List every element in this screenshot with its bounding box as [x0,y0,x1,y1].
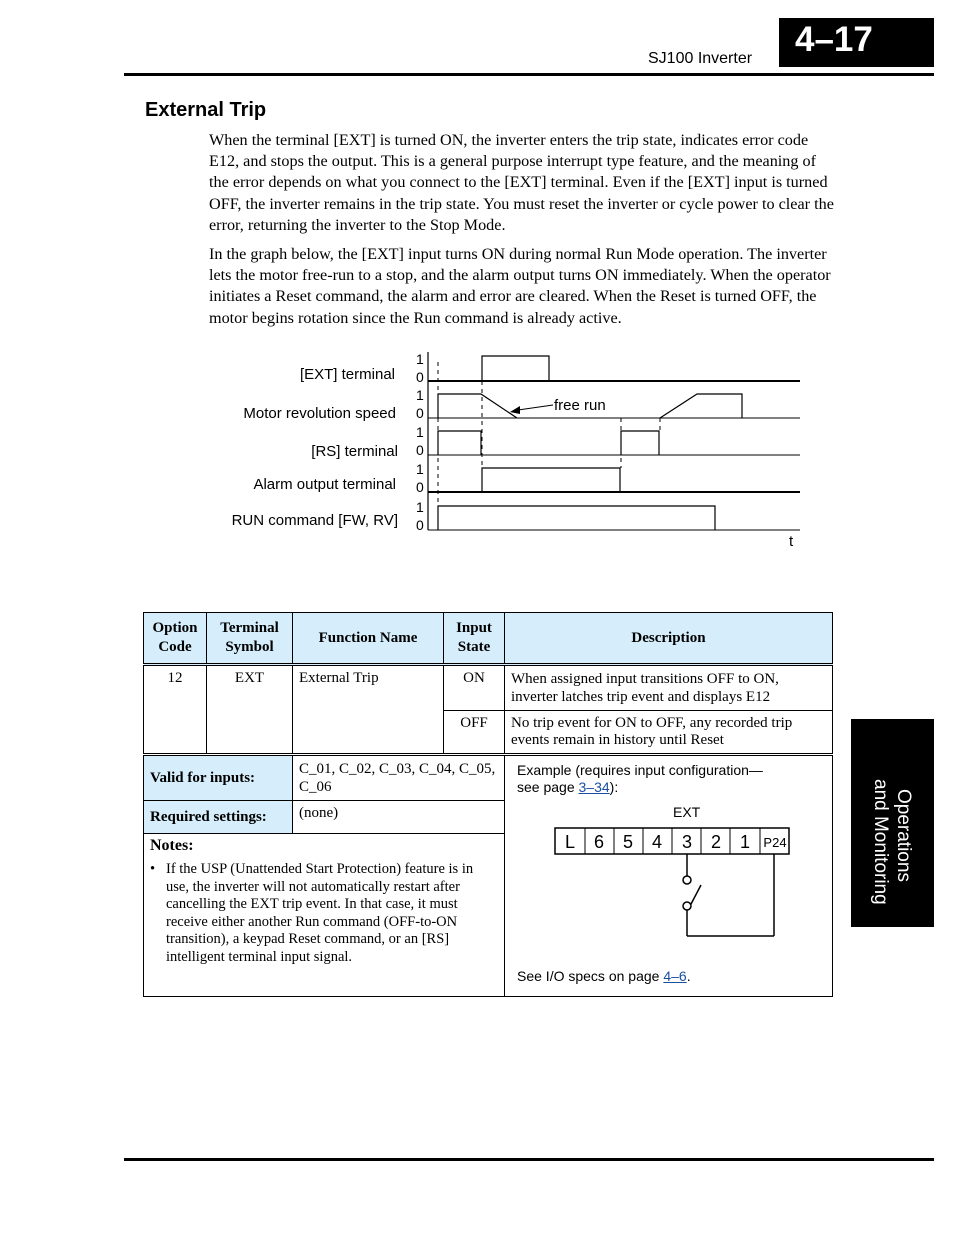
rs-waveform-1 [438,431,481,455]
header-terminal-symbol: Terminal Symbol [207,613,293,665]
terminal-1: 1 [739,832,751,852]
header-title: SJ100 Inverter [648,50,753,67]
example-suffix: ): [609,779,619,795]
paragraph-2: In the graph below, the [EXT] input turns ON during normal Run Mode operation. The inverter lets the motor free-run to a stop, and the alarm output turns ON immediately. When the operator initiates a Reset command, the alarm and error are cleared. When the Reset is turned OFF, the motor begins rotation since the Run command is already active. [209,245,831,327]
required-settings-label: Required settings: [144,801,293,834]
io-specs-line [517,968,691,984]
required-settings-value: (none) [293,801,505,834]
io-text: See I/O specs on page [517,968,664,984]
side-tab-text [851,719,934,927]
terminal-6: 6 [593,832,605,852]
signal-label-alarm: Alarm output terminal [253,476,396,493]
option-table [143,612,833,997]
motor-waveform-1 [438,394,517,418]
alarm-waveform [482,468,620,492]
page-number: 4–17 [795,20,873,59]
terminal-symbol-cell: EXT [207,665,293,755]
notes-label: Notes: [150,837,194,854]
level-low-2: 0 [416,405,424,421]
free-run-arrow [518,405,553,410]
table-header-row [144,613,833,665]
signal-label-rs: [RS] terminal [311,443,398,460]
io-suffix: . [686,968,691,984]
level-low-3: 0 [416,442,424,458]
level-low-4: 0 [416,479,424,495]
option-code-cell: 12 [144,665,207,755]
signal-label-motor: Motor revolution speed [243,405,396,422]
footer-rule [124,1158,934,1161]
free-run-arrowhead [510,406,520,414]
level-low-5: 0 [416,517,424,533]
signal-label-run: RUN command [FW, RV] [231,512,398,529]
terminal-dividers [585,828,760,854]
rs-waveform-2 [621,431,659,455]
note-text: If the USP (Unattended Start Protection) feature is in use, the inverter will not automatically restart after cancelling the EXT trip event. In that case, it must receive either another Run command (OFF-to-ON transition), a keypad Reset command, or an [RS] intelligent terminal input signal. [166,861,474,965]
valid-inputs-row [144,755,833,801]
level-high-5: 1 [416,499,424,515]
valid-inputs-label: Valid for inputs: [144,755,293,801]
example-page-link[interactable]: 3–34 [578,779,610,795]
example-text-2: see page [517,779,579,795]
level-low-1: 0 [416,369,424,385]
motor-waveform-2 [660,394,742,418]
time-axis-label: t [789,533,794,550]
notes-cell [144,834,505,997]
example-cell [505,755,833,997]
description-on: When assigned input transitions OFF to ON, inverter latches trip event and displays E12 [505,665,833,711]
switch-wiring [683,854,774,936]
terminal-L: L [564,832,576,852]
free-run-label: free run [554,397,606,414]
level-labels [416,351,424,533]
example-text: Example (requires input configuration— [517,762,763,778]
side-tab-line2: and Monitoring [870,779,891,905]
ext-waveform [482,356,549,381]
bullet-icon: • [150,861,156,877]
input-state-on: ON [444,665,505,711]
ext-terminal-label: EXT [673,804,701,820]
function-name-cell: External Trip [293,665,444,755]
terminal-3: 3 [681,832,693,852]
table-row [144,665,833,711]
side-tab-line1: Operations [893,789,914,882]
level-high-1: 1 [416,351,424,367]
terminal-labels [565,832,787,852]
header-input-state: Input State [444,613,505,665]
terminal-2: 2 [710,832,722,852]
run-waveform [438,506,715,530]
terminal-5: 5 [622,832,634,852]
terminal-4: 4 [651,832,663,852]
paragraph-1: When the terminal [EXT] is turned ON, the inverter enters the trip state, indicates error code E12, and stops the output. This is a general purpose interrupt type feature, and the meaning of the error depends on what you connect to the [EXT] terminal. Even if the [EXT] input is turned OFF, the inverter remains in the trip state. You must reset the inverter or cycle power to clear the error, returning the inverter to the Stop Mode. [209,131,834,234]
input-state-off: OFF [444,711,505,755]
description-off: No trip event for ON to OFF, any recorded trip events remain in history until Reset [505,711,833,755]
note-item [150,861,498,966]
io-page-link[interactable]: 4–6 [663,968,687,984]
signal-label-ext: [EXT] terminal [299,366,395,383]
header-rule [124,73,934,76]
valid-inputs-value: C_01, C_02, C_03, C_04, C_05, C_06 [293,755,505,801]
timing-diagram [200,345,820,555]
level-high-4: 1 [416,461,424,477]
terminal-diagram [505,756,832,996]
header-function-name: Function Name [293,613,444,665]
level-high-2: 1 [416,387,424,403]
baselines [428,381,800,530]
header-option-code: Option Code [144,613,207,665]
header-description: Description [505,613,833,665]
dashed-guides [438,362,660,506]
level-high-3: 1 [416,424,424,440]
terminal-P24: P24 [763,835,787,850]
section-title: External Trip [145,99,267,121]
